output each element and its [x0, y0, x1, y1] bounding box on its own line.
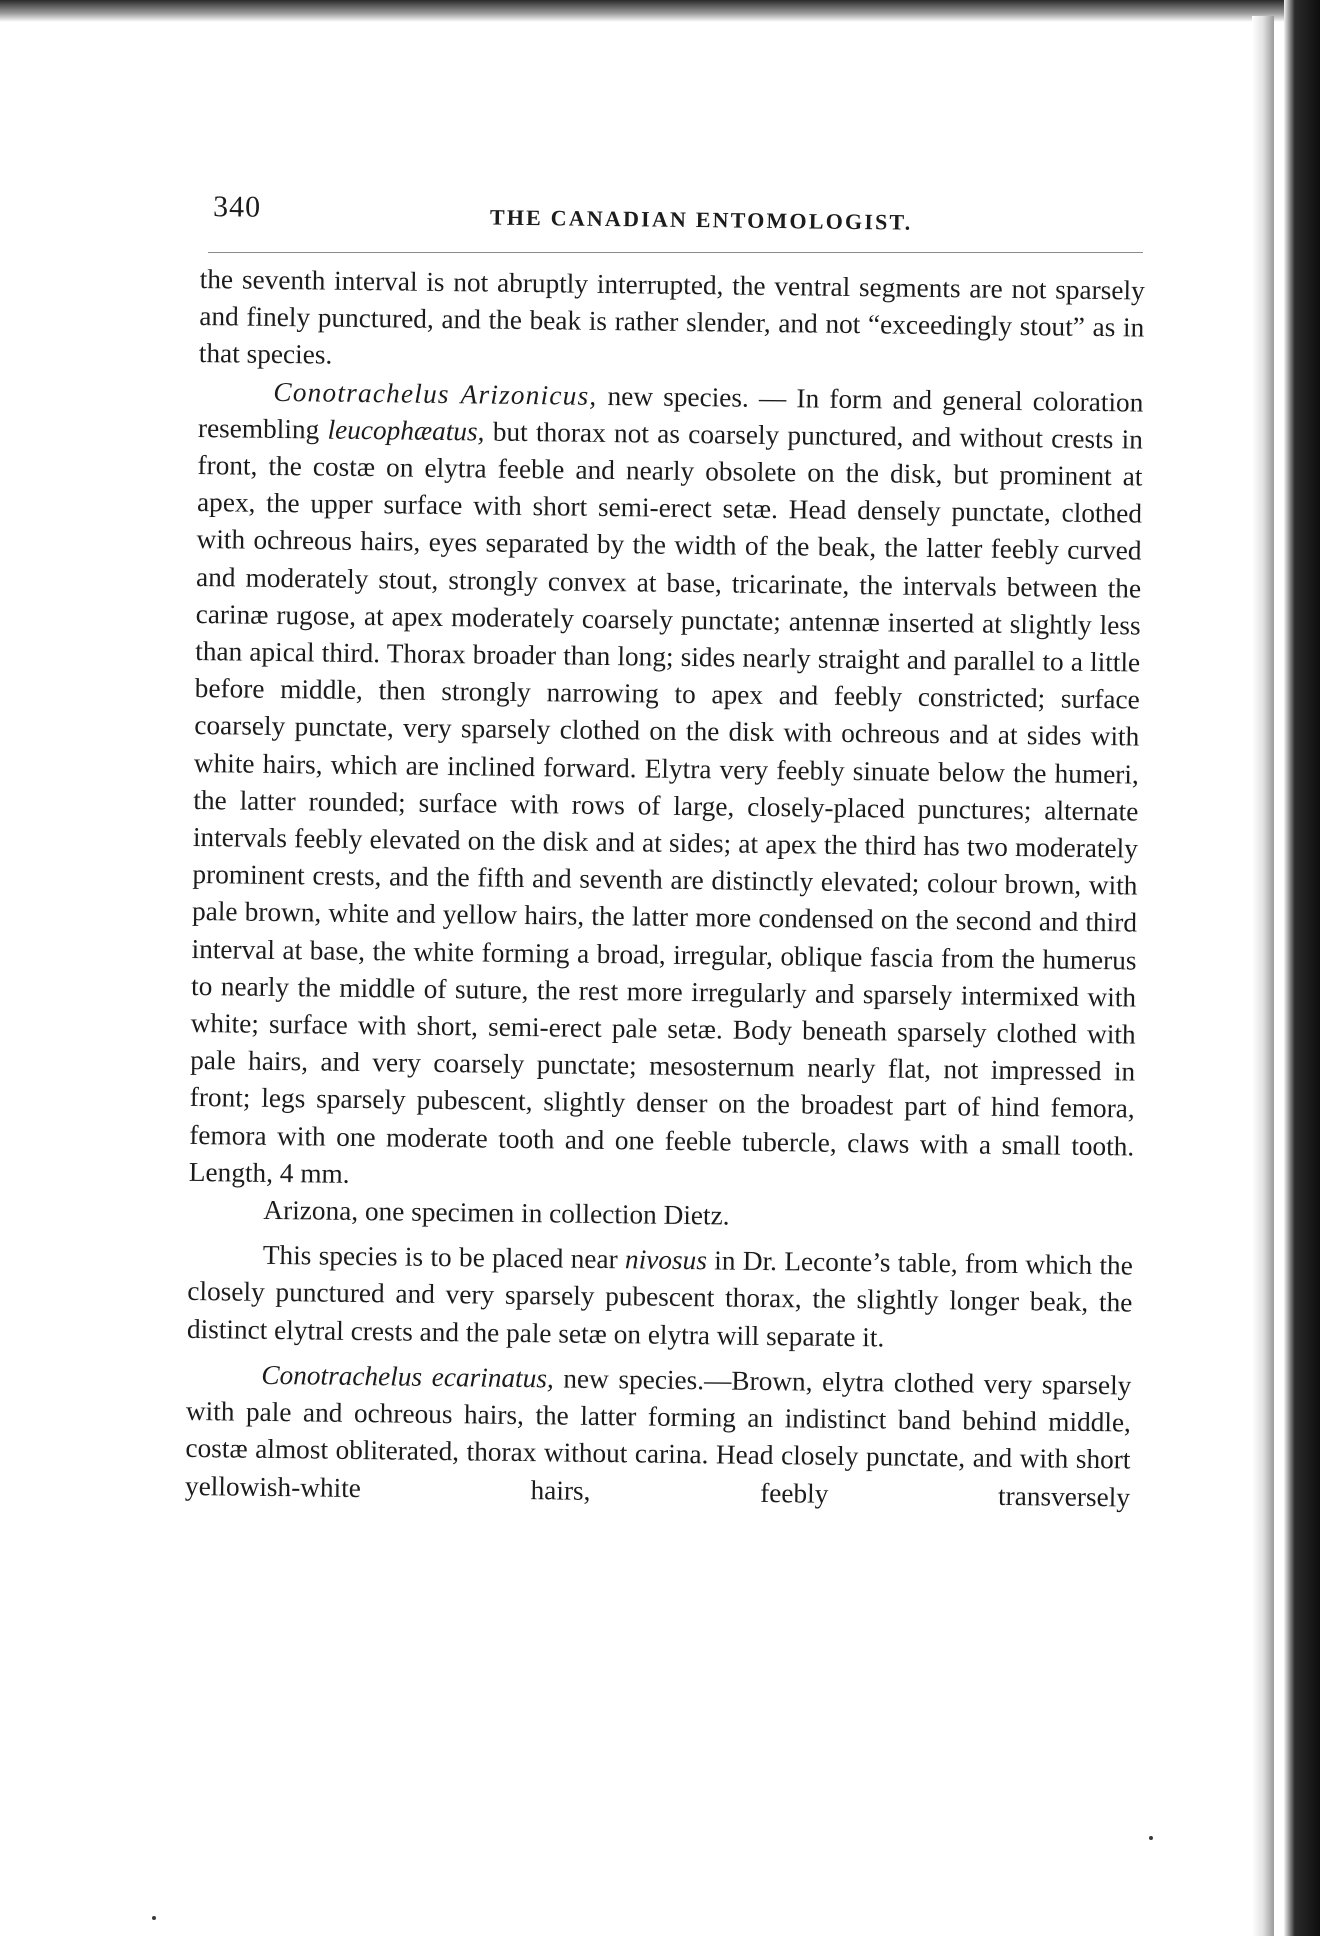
species-description-arizonicus: [189, 373, 1144, 1203]
article-body: [185, 261, 1145, 1516]
paragraph-text: This species is to be placed near: [262, 1240, 626, 1275]
page-edge-shadow: [1252, 16, 1274, 1936]
running-head: [200, 190, 1145, 246]
species-description-ecarinatus: [185, 1356, 1132, 1516]
paragraph-text: but thorax not as coarsely punctured, and without crests in front, the costæ on elytra feeble and nearly obsolete on the disk, but prominent at apex, the upper surface with short semi-erect setæ. Head densely punctate, clothed with ochreous hairs, eyes separated by the width of the beak, the latter feebly curved and moderately stout, strongly convex at base, tricarinate, the intervals between the carinæ rugose, at apex moderately coarsely punctate; antennæ inserted at slightly less than apical third. Thorax broader than long; sides nearly straight and parallel to a little before middle, then strongly narrowing to apex and feebly constricted; surface coarsely punctate, very sparsely clothed on the disk with ochreous and at sides with white hairs, which are inclined forward. Elytra very feebly sinuate below the humeri, the latter rounded; surface with rows of large, closely-placed punctures; alternate intervals feebly elevated on the disk and at sides; at apex the third has two moderately prominent crests, and the fifth and seventh are distinctly elevated; colour brown, with pale brown, white and yellow hairs, the latter more condensed on the second and third interval at base, the white forming a broad, irregular, oblique fascia from the humerus to nearly the middle of suture, the rest more irregularly and sparsely intermixed with white; surface with short, semi-erect pale setæ. Body beneath sparsely clothed with pale hairs, and very coarsely punctate; mesosternum nearly flat, not impressed in front; legs sparsely pubescent, slightly denser on the broadest part of hind femora, femora with one moderate tooth and one feeble tubercle, claws with a small tooth. Length, 4 mm.: [188, 416, 1144, 1189]
species-name: Conotrachelus Arizonicus,: [273, 376, 598, 411]
continued-paragraph: [199, 261, 1145, 384]
paragraph-text: new species.—Brown, elytra clothed very sparsely with pale and ochreous hairs, the latter forming an indistinct band behind middle, costæ almost obliterated, thorax without carina. Head closely punctate, and with short yellowish-white hairs, feebly transversely: [184, 1363, 1132, 1512]
paragraph-text: Arizona, one specimen in collection Dietz.: [263, 1194, 730, 1231]
book-page: [184, 190, 1145, 1512]
header-rule: [208, 252, 1143, 253]
comparison-species: nivosus: [624, 1244, 708, 1276]
comparison-species: leucophæatus,: [327, 414, 485, 447]
scan-speck: [1149, 1836, 1153, 1840]
journal-title: THE CANADIAN ENTOMOLOGIST.: [489, 204, 913, 235]
scan-right-border: [1284, 0, 1320, 1936]
scan-top-border: [0, 0, 1320, 22]
scan-speck: [152, 1916, 156, 1920]
comparison-paragraph: [187, 1236, 1133, 1359]
species-name: Conotrachelus ecarinatus,: [261, 1359, 554, 1394]
paragraph-text: in Dr. Leconte’s table, from which the closely punctured and very sparsely pubescent thorax, the slightly longer beak, the distinct elytral crests and the pale setæ on elytra will separate it.: [186, 1245, 1133, 1353]
paragraph-text: the seventh interval is not abruptly interrupted, the ventral segments are not sparsely and finely punctured, and the beak is rather slender, and not “exceedingly stout” as in that species.: [198, 263, 1145, 371]
paragraph-text: new species. — In form and general coloration resembling: [197, 380, 1144, 445]
page-number: 340: [212, 190, 262, 224]
